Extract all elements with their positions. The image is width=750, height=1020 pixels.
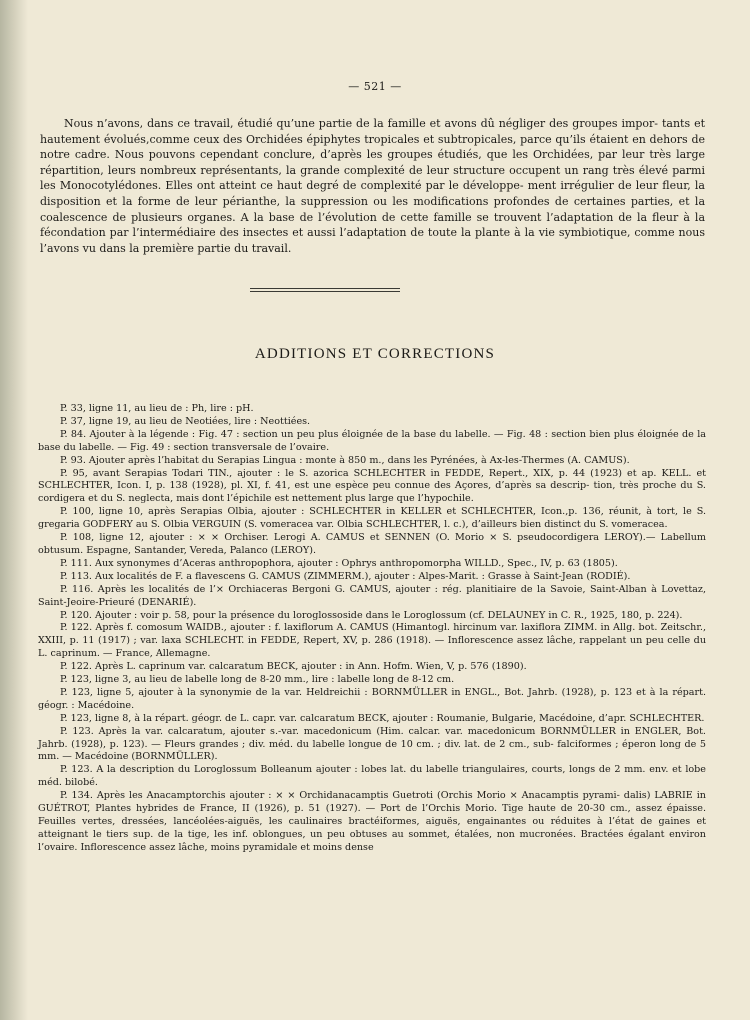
correction-entry: P. 95, avant Serapias Todari TIN., ajouter : le S. azorica SCHLECHTER in FEDDE, Repert., XIX, p. 44 (1923) et ap. KELL. et SCHLECHTER, Icon. I, p. 138 (1928), pl. XI, f. 41, est une espèce peu connue des Açores, d’après sa descrip- tion, très proche du S. cordigera et du S. neglecta, mais dont l’épichile est nettement plus large que l’hypochile. — [38, 467, 706, 505]
correction-entry: P. 123. Après la var. calcaratum, ajouter s.-var. macedonicum (Him. calcar. var. macedonicum BORNMÜLLER in ENGLER, Bot. Jahrb. (1928), p. 123). — Fleurs grandes ; div. méd. du labelle longue de 10 cm. ; div. lat. de 2 cm., sub- falciformes ; éperon long de 5 mm. — Macédoine (BORNMÜLLER). — [38, 725, 706, 763]
correction-entry: P. 116. Après les localités de l’× Orchiaceras Bergoni G. CAMUS, ajouter : rég. planitiaire de la Savoie, Saint-Alban à Lovettaz, Saint-Jeoire-Prieuré (DENARIÉ). — [38, 583, 706, 608]
correction-entry: P. 33, ligne 11, au lieu de : Ph, lire : pH. — [60, 403, 254, 414]
correction-entry: P. 123, ligne 8, à la répart. géogr. de L. capr. var. calcaratum BECK, ajouter : Roumanie, Bulgarie, Macédoine, d’apr. SCHLECHTER. — [60, 712, 705, 724]
correction-entry: P. 113. Aux localités de F. a flavescens G. CAMUS (ZIMMERM.), ajouter : Alpes-Marit. : Grasse à Saint-Jean (RODIÉ). — [60, 570, 631, 582]
correction-entry: P. 123. A la description du Loroglossum Bolleanum ajouter : lobes lat. du labelle triangulaires, courts, longs de 2 mm. env. et lobe méd. bilobé. — [38, 764, 706, 789]
corrections-list — [38, 403, 706, 855]
correction-entry: P. 120. Ajouter : voir p. 58, pour la présence du loroglossoside dans le Loroglossum (cf. DELAUNEY in C. R., 1925, 180, p. 224). — [60, 609, 683, 621]
page-shadow — [0, 0, 28, 1020]
correction-entry: P. 122. Après L. caprinum var. calcaratum BECK, ajouter : in Ann. Hofm. Wien, V, p. 576 (1890). — [60, 661, 527, 673]
intro-paragraph — [40, 116, 705, 256]
correction-entry: P. 123, ligne 5, ajouter à la synonymie de la var. Heldreichii : BORNMÜLLER in ENGL., Bot. Jahrb. (1928), p. 123 et à la répart. géogr. : Macédoine. — [38, 686, 706, 711]
correction-entry: P. 134. Après les Anacamptorchis ajouter : × × Orchidanacamptis Guetroti (Orchis Morio × Anacamptis pyrami- dalis) LABRIE in GUÉTROT, Plantes hybrides de France, II (1926), p. 51 (1927). — Port de l’Orchis Morio. Tige haute de 20-30 cm., assez épaisse. Feuilles vertes, dressées, lancéolées-aiguës, les caulinaires bractéiformes, aiguës, engainantes ou réduites à l’état de gaines et atteignant le tiers sup. de la tige, les inf. oblongues, un peu obtuses au sommet, étalées, non mucronées. Bractées égalant environ l’ovaire. Inflorescence assez lâche, moins pyramidale et moins dense — [38, 790, 706, 853]
section-divider — [250, 288, 400, 292]
correction-entry: P. 111. Aux synonymes d’Aceras anthropophora, ajouter : Ophrys anthropomorpha WILLD., Spec., IV, p. 63 (1805). — [60, 557, 618, 569]
correction-entry: P. 122. Après f. comosum WAIDB., ajouter : f. laxiflorum A. CAMUS (Himantogl. hircinum var. laxiflora ZIMM. in Allg. bot. Zeitschr., XXIII, p. 11 (1917) ; var. laxa SCHLECHT. in FEDDE, Repert, XV, p. 286 (1918). — Inflorescence assez lâche, rappelant un peu celle du L. caprinum. — France, Allemagne. — [38, 622, 706, 660]
intro-text: Nous n’avons, dans ce travail, étudié qu’une partie de la famille et avons dû négliger des groupes impor- tants et hautement évolués,comme ceux des Orchidées épiphytes tropicales et subtropicales, parce qu’ils étaient en dehors de notre cadre. Nous pouvons cependant conclure, d’après les groupes étudiés, que les Orchidées, par leur très large répartition, leurs nombreux représentants, la grande complexité de leur structure occupent un rang très élevé parmi les Monocotylédones. Elles ont atteint ce haut degré de complexité par le développe- ment irrégulier de leur fleur, la disposition et la forme de leur périanthe, la suppression ou les modifications profondes de certaines parties, et la coalescence de plusieurs organes. A la base de l’évolution de cette famille se trouvent l’adaptation de la fleur à la fécondation par l’intermédiaire des insectes et aussi l’adaptation de toute la plante à la vie symbiotique, comme nous l’avons vu dans la première partie du travail. — [40, 117, 705, 255]
correction-entry: P. 37, ligne 19, au lieu de Neotiées, lire : Neottiées. — [60, 415, 311, 427]
correction-entry: P. 108, ligne 12, ajouter : × × Orchiser. Lerogi A. CAMUS et SENNEN (O. Morio × S. pseudocordigera LEROY).— Labellum obtusum. Espagne, Santander, Vereda, Palanco (LEROY). — [38, 532, 706, 556]
correction-entry: P. 93. Ajouter après l’habitat du Serapias Lingua : monte à 850 m., dans les Pyrénées, à Ax-les-Thermes (A. CAMUS). — [60, 454, 630, 466]
section-title: ADDITIONS ET CORRECTIONS — [254, 346, 496, 362]
page-number: — 521 — — [348, 80, 402, 93]
correction-entry: P. 123, ligne 3, au lieu de labelle long de 8-20 mm., lire : labelle long de 8-12 cm. — [60, 674, 455, 686]
correction-entry: P. 84. Ajouter à la légende : Fig. 47 : section un peu plus éloignée de la base du labelle. — Fig. 48 : section bien plus éloignée de la base du labelle. — Fig. 49 : section transversale de l’ovaire. — [38, 428, 706, 453]
correction-entry: P. 100, ligne 10, après Serapias Olbia, ajouter : SCHLECHTER in KELLER et SCHLECHTER, Icon.,p. 136, réunit, à tort, le S. gregaria GODFERY au S. Olbia VERGUIN (S. vomeracea var. Olbia SCHLECHTER, l. c.), d’ailleurs bien distinct du S. vomeracea. — [38, 506, 706, 531]
